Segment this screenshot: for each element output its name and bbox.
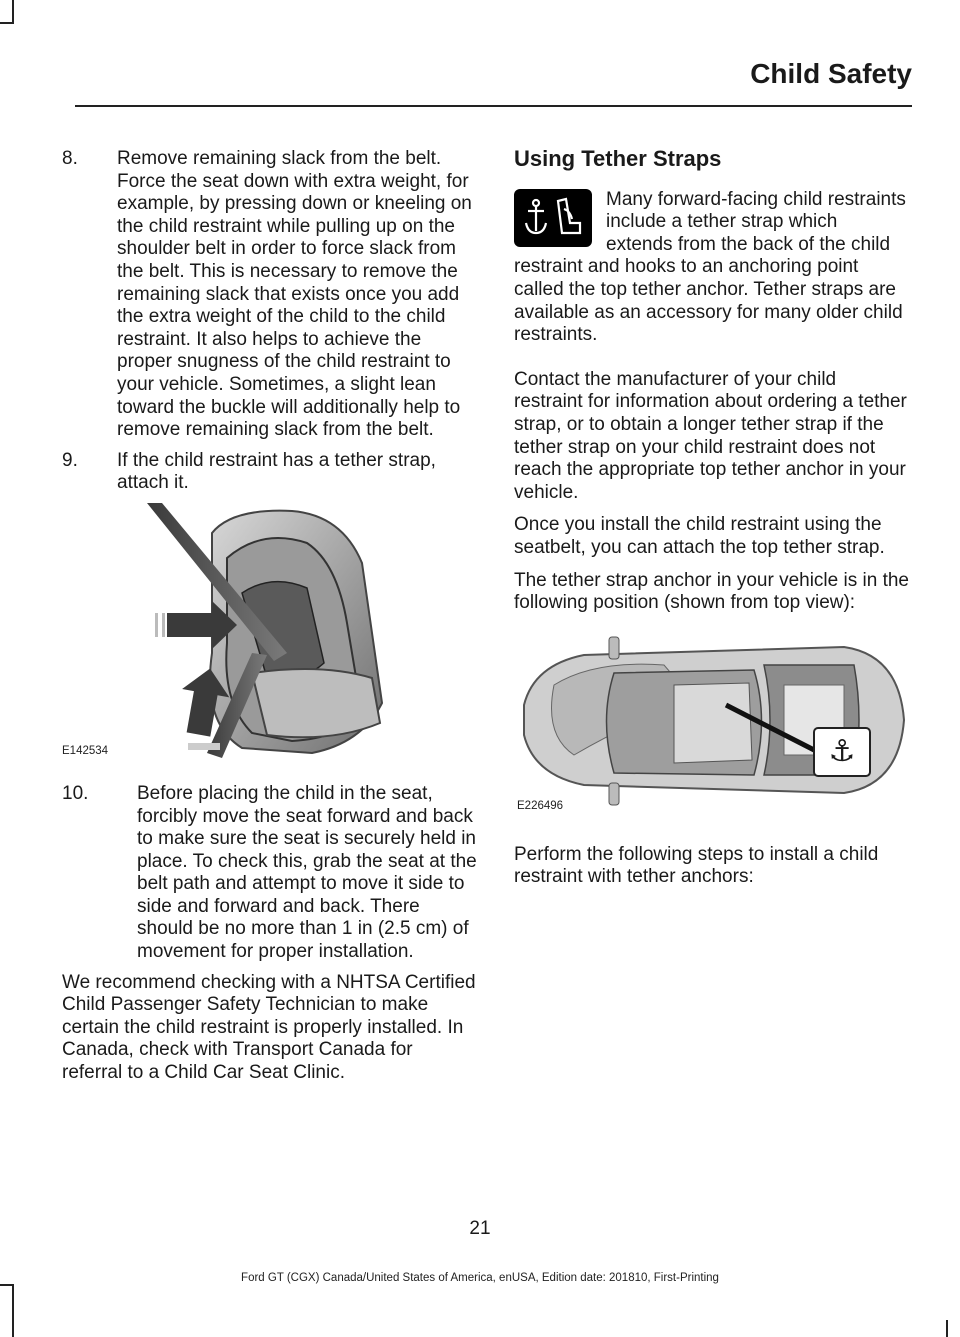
right-column bbox=[514, 148, 909, 899]
intro-block bbox=[514, 189, 909, 347]
recommendation-paragraph: We recommend checking with a NHTSA Certified Child Passenger Safety Technician to make certain the child restraint is properly installed. In Canada, check with Transport Canada for referral to a Child Car Seat Clinic. bbox=[62, 971, 476, 1084]
step-9 bbox=[62, 450, 477, 495]
figure-code: E226496 bbox=[517, 800, 564, 813]
crop-mark-bottom-left-h bbox=[0, 1284, 14, 1286]
child-seat-figure bbox=[62, 503, 477, 765]
crop-mark-top-left-h bbox=[0, 22, 14, 24]
intro-paragraph: Many forward-facing child restraints include a tether strap which extends from the back of the child restraint and hooks to an anchoring point called the top tether anchor. Tether straps are available as an accessory for many older child restraints. bbox=[514, 188, 906, 346]
footer-edition: Ford GT (CGX) Canada/United States of America, enUSA, Edition date: 201810, First-Printing bbox=[241, 1272, 719, 1284]
left-column bbox=[62, 148, 477, 1095]
crop-mark-bottom-right bbox=[946, 1320, 948, 1337]
page-title: Child Safety bbox=[750, 58, 912, 89]
step-10 bbox=[62, 783, 477, 964]
vehicle-top-view-illustration bbox=[514, 625, 909, 820]
tether-anchor-child-seat-icon bbox=[514, 189, 592, 247]
contact-paragraph: Contact the manufacturer of your child restraint for information about ordering a tether strap, or to obtain a longer tether strap if the tether strap on your child restraint does not reach the appropriate top tether anchor in your vehicle. bbox=[514, 368, 907, 503]
step-text: Before placing the child in the seat, forcibly move the seat forward and back to make sure the seat is securely held in place. To check this, grab the seat at the belt path and attempt to move it side to side and forward and back. There should be no more than 1 in (2.5 cm) of movement for proper installation. bbox=[137, 782, 477, 963]
step-number: 10. bbox=[62, 782, 89, 804]
step-number: 8. bbox=[62, 148, 78, 169]
step-number: 9. bbox=[62, 449, 78, 471]
page-number: 21 bbox=[469, 1218, 491, 1239]
section-heading: Using Tether Straps bbox=[514, 146, 722, 171]
child-seat-illustration bbox=[62, 503, 477, 765]
position-paragraph: The tether strap anchor in your vehicle is in the following position (shown from top view): bbox=[514, 569, 909, 614]
crop-mark-bottom-left bbox=[12, 1284, 14, 1337]
figure-code: E142534 bbox=[62, 745, 109, 758]
install-paragraph: Once you install the child restraint using the seatbelt, you can attach the top tether strap. bbox=[514, 514, 885, 558]
anchor-icon: ⚓ bbox=[828, 733, 856, 769]
perform-paragraph: Perform the following steps to install a child restraint with tether anchors: bbox=[514, 843, 879, 888]
step-8 bbox=[62, 148, 477, 442]
vehicle-top-view-figure bbox=[514, 625, 909, 820]
step-text: If the child restraint has a tether strap, attach it. bbox=[117, 449, 436, 494]
crop-mark-top-left bbox=[12, 0, 14, 22]
step-text: Remove remaining slack from the belt. Force the seat down with extra weight, for example, by pressing down or kneeling on the child restraint while pulling up on the shoulder belt in order to force slack from the belt. This is necessary to remove the remaining slack that exists once you add the extra weight of the child to the child restraint. It also helps to achieve the proper snugness of the child restraint to your vehicle. Sometimes, a slight lean toward the buckle will additionally help to remove remaining slack from the belt. bbox=[117, 148, 472, 441]
header-divider bbox=[75, 105, 912, 107]
